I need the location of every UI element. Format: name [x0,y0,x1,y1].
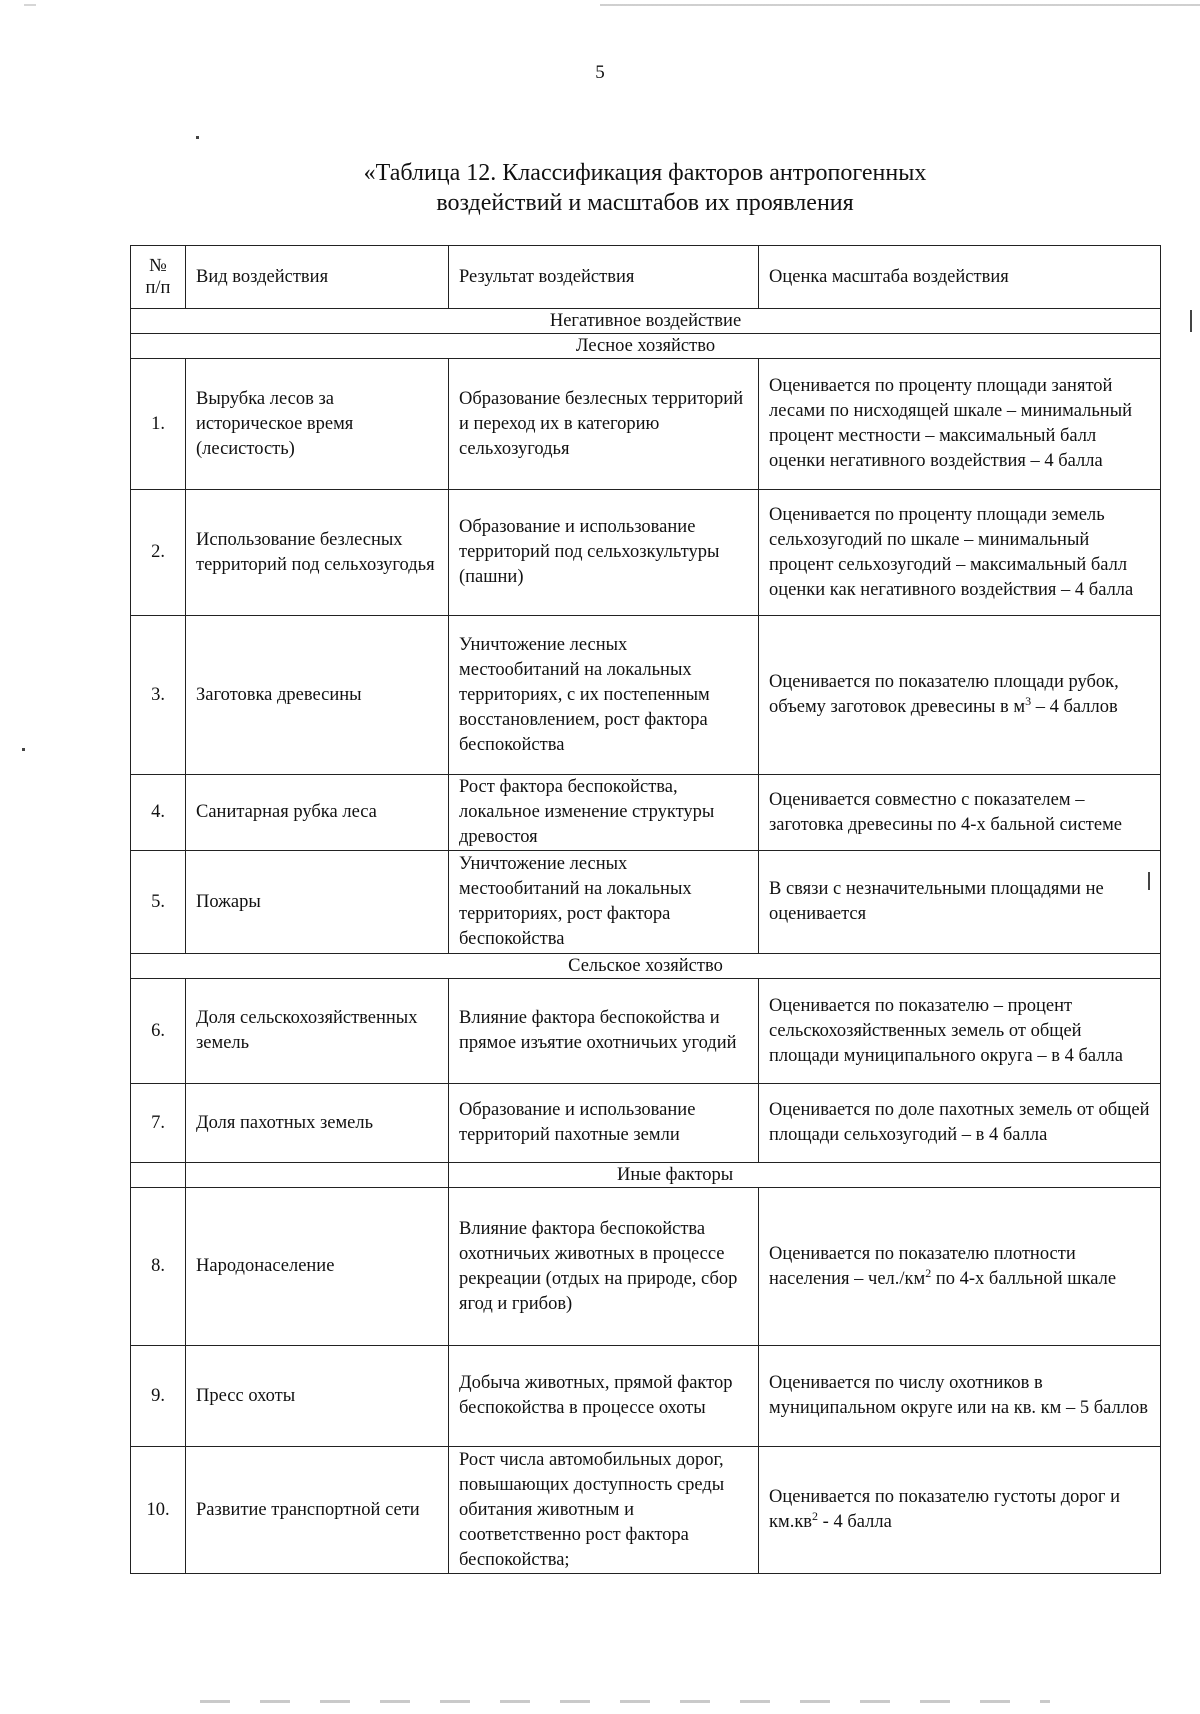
row-result: Образование безлесных территорий и переход их в категорию сельхозугодья [449,359,759,490]
section-row-negative [131,309,1161,334]
scan-edge-bottom [200,1700,1050,1703]
group-other-spacer-2 [186,1163,449,1188]
row-assessment-tail: – 4 баллов [1031,697,1118,717]
row-type: Санитарная рубка леса [186,775,449,851]
table-row [131,490,1161,616]
row-result: Образование и использование территорий пахотные земли [449,1084,759,1163]
row-type: Развитие транспортной сети [186,1447,449,1574]
table-row [131,851,1161,954]
row-assessment [759,616,1161,775]
superscript-3: 3 [1025,693,1032,708]
row-type: Пожары [186,851,449,954]
superscript-2: 2 [812,1508,819,1523]
table-title [0,158,1200,218]
header-row [131,246,1161,309]
row-num: 7. [131,1084,186,1163]
superscript-2: 2 [925,1265,932,1280]
table-row [131,359,1161,490]
header-num-abbr: п/п [145,278,171,298]
row-assessment-text: Оценивается по показателю густоты дорог и км.кв [769,1487,1121,1532]
row-num: 5. [131,851,186,954]
row-num: 8. [131,1188,186,1346]
group-forestry: Лесное хозяйство [131,334,1161,359]
row-assessment [759,1447,1161,1574]
row-assessment: В связи с незначительными площадями не оценивается [759,851,1161,954]
row-assessment: Оценивается совместно с показателем – заготовка древесины по 4-х бальной системе [759,775,1161,851]
row-num: 1. [131,359,186,490]
row-num: 6. [131,979,186,1084]
row-num: 4. [131,775,186,851]
row-assessment: Оценивается по числу охотников в муниципальном округе или на кв. км – 5 баллов [759,1346,1161,1447]
row-assessment: Оценивается по проценту площади занятой лесами по нисходящей шкале – минимальный процент местности – максимальный балл оценки негативного воздействия – 4 балла [759,359,1161,490]
title-line-2: воздействий и масштабов их проявления [436,190,854,216]
scan-edge-top [0,4,1200,6]
page-number: 5 [595,62,605,83]
header-result: Результат воздействия [449,246,759,309]
row-result: Влияние фактора беспокойства охотничьих животных в процессе рекреации (отдых на природе, сбор ягод и грибов) [449,1188,759,1346]
row-type: Народонаселение [186,1188,449,1346]
title-line-1: «Таблица 12. Классификация факторов антропогенных [363,160,927,186]
row-type: Вырубка лесов за историческое время (лесистость) [186,359,449,490]
group-agriculture: Сельское хозяйство [131,954,1161,979]
table-row [131,979,1161,1084]
row-type: Использование безлесных территорий под сельхозугодья [186,490,449,616]
row-result: Уничтожение лесных местообитаний на локальных территориях, рост фактора беспокойства [449,851,759,954]
row-assessment-text: Оценивается по показателю площади рубок, объему заготовок древесины в м [769,672,1119,717]
table-row [131,775,1161,851]
row-assessment: Оценивается по показателю – процент сельскохозяйственных земель от общей площади муниципального округа – в 4 балла [759,979,1161,1084]
row-num: 2. [131,490,186,616]
row-num: 3. [131,616,186,775]
group-other-spacer-1 [131,1163,186,1188]
header-num-symbol: № [149,256,167,276]
header-num [131,246,186,309]
header-assessment: Оценка масштаба воздействия [759,246,1161,309]
row-assessment: Оценивается по проценту площади земель сельхозугодий по шкале – минимальный процент сельхозугодий – максимальный балл оценки как негативного воздействия – 4 балла [759,490,1161,616]
row-num: 10. [131,1447,186,1574]
row-type: Пресс охоты [186,1346,449,1447]
table-row [131,1346,1161,1447]
row-result: Влияние фактора беспокойства и прямое изъятие охотничьих угодий [449,979,759,1084]
group-row-agriculture [131,954,1161,979]
row-type: Заготовка древесины [186,616,449,775]
row-assessment-tail: - 4 балла [818,1512,892,1532]
row-result: Рост числа автомобильных дорог, повышающих доступность среды обитания животным и соответственно рост фактора беспокойства; [449,1447,759,1574]
scan-dot-left [22,748,25,751]
row-result: Уничтожение лесных местообитаний на локальных территориях, с их постепенным восстановлением, рост фактора беспокойства [449,616,759,775]
row-type: Доля пахотных земель [186,1084,449,1163]
table-row [131,1447,1161,1574]
row-num: 9. [131,1346,186,1447]
row-result: Образование и использование территорий под сельхозкультуры (пашни) [449,490,759,616]
row-assessment-tail: по 4-х балльной шкале [931,1268,1117,1289]
scan-mark-right [1190,310,1192,332]
group-row-forestry [131,334,1161,359]
table-row [131,616,1161,775]
table-row [131,1188,1161,1346]
row-assessment [759,1188,1161,1346]
group-other: Иные факторы [449,1163,1161,1188]
table-row [131,1084,1161,1163]
row-assessment-text: Оценивается по показателю плотности населения – чел./км [769,1243,1076,1289]
group-row-other [131,1163,1161,1188]
row-result: Рост фактора беспокойства, локальное изменение структуры древостоя [449,775,759,851]
row-type: Доля сельскохозяйственных земель [186,979,449,1084]
header-type: Вид воздействия [186,246,449,309]
scan-dot [196,136,199,139]
row-assessment: Оценивается по доле пахотных земель от общей площади сельхозугодий – в 4 балла [759,1084,1161,1163]
classification-table [130,245,1161,1574]
row-result: Добыча животных, прямой фактор беспокойства в процессе охоты [449,1346,759,1447]
section-negative: Негативное воздействие [131,309,1161,334]
